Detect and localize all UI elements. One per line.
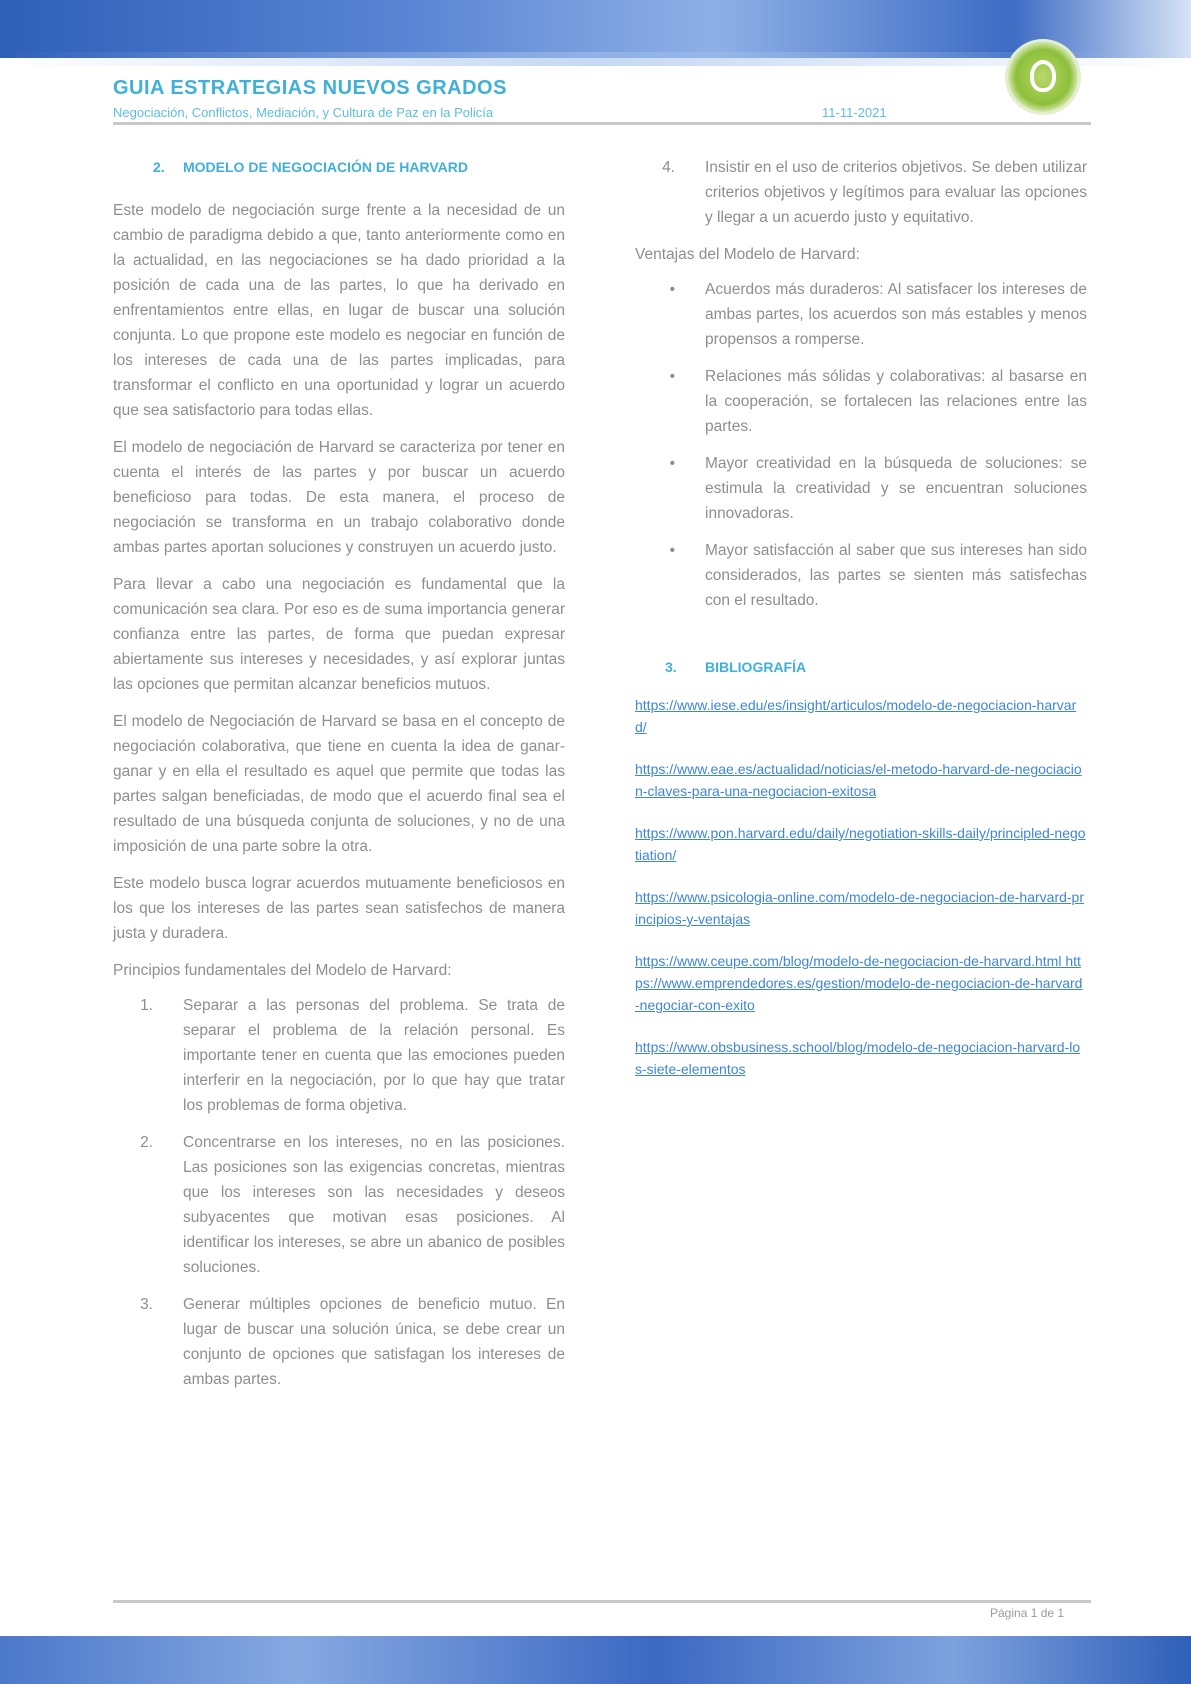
list-item: [635, 538, 1087, 613]
reference-link[interactable]: https://www.ceupe.com/blog/modelo-de-negociacion-de-harvard.html https://www.emprendedores.es/gestion/modelo-de-negociacion-de-harvard-negociar-con-exito: [635, 953, 1083, 1013]
list-item: [635, 364, 1087, 439]
body-paragraph: El modelo de Negociación de Harvard se basa en el concepto de negociación colaborativa, que tiene en cuenta la idea de ganar-ganar y en ella el resultado es aquel que permite que todas las partes salgan beneficiadas, de modo que el acuerdo final sea el resultado de una búsqueda conjunta de soluciones, y no de una imposición de una parte sobre la otra.: [113, 713, 565, 855]
body-paragraph: Este modelo busca lograr acuerdos mutuamente beneficiosos en los que los intereses de las partes sean satisfechos de manera justa y duradera.: [113, 875, 565, 942]
header-divider: [113, 122, 1091, 125]
document-title: GUIA ESTRATEGIAS NUEVOS GRADOS: [113, 77, 507, 99]
body-paragraph: Este modelo de negociación surge frente a la necesidad de un cambio de paradigma debido a que, tanto anteriormente como en la actualidad, en las negociaciones se ha dado prioridad a la posición de cada una de las partes, lo que ha derivado en enfrentamientos entre ellas, en lugar de buscar una solución conjunta. Lo que propone este modelo es negociar en función de los intereses de cada una de las partes implicadas, para transformar el conflicto en una oportunidad y lograr un acuerdo que sea satisfactorio para todas ellas.: [113, 202, 565, 419]
reference-link[interactable]: https://www.psicologia-online.com/modelo-de-negociacion-de-harvard-principios-y-ventajas: [635, 889, 1084, 927]
right-column: [635, 155, 1087, 1100]
footer-divider: [113, 1600, 1091, 1603]
document-date: 11-11-2021: [822, 105, 887, 120]
list-item: [113, 1292, 565, 1392]
section-heading: [153, 155, 565, 180]
references-number: 3.: [665, 659, 677, 675]
list-text: Concentrarse en los intereses, no en las posiciones. Las posiciones son las exigencias concretas, mientras que los intereses son las necesidades y deseos subyacentes que motivan esas posiciones. Al identificar los intereses, se abre un abanico de posibles soluciones.: [183, 1134, 565, 1276]
reference-link[interactable]: https://www.eae.es/actualidad/noticias/el-metodo-harvard-de-negociacion-claves-para-una-negociacion-exitosa: [635, 761, 1082, 799]
document-subtitle: Negociación, Conflictos, Mediación, y Cultura de Paz en la Policía: [113, 105, 494, 120]
principles-list: [113, 993, 565, 1392]
list-text: Acuerdos más duraderos: Al satisfacer los intereses de ambas partes, los acuerdos son más estables y menos propensos a romperse.: [705, 281, 1087, 348]
principles-list-continued: [635, 155, 1087, 230]
list-item: [635, 451, 1087, 526]
body-paragraph: El modelo de negociación de Harvard se caracteriza por tener en cuenta el interés de las partes y por buscar un acuerdo beneficioso para todas. De esta manera, el proceso de negociación se transforma en un trabajo colaborativo donde ambas partes aportan soluciones y construyen un acuerdo justo.: [113, 439, 565, 556]
body-paragraph: Para llevar a cabo una negociación es fundamental que la comunicación sea clara. Por eso es de suma importancia generar confianza entre las partes, de forma que puedan expresar abiertamente sus intereses y necesidades, y así explorar juntas las opciones que permitan alcanzar beneficios mutuos.: [113, 576, 565, 693]
bullet-icon: •: [669, 368, 675, 385]
header-band: [0, 0, 1191, 58]
references-heading: [665, 655, 1087, 680]
bullet-icon: •: [669, 455, 675, 472]
advantages-lead: Ventajas del Modelo de Harvard:: [635, 246, 860, 263]
reference-link[interactable]: https://www.pon.harvard.edu/daily/negotiation-skills-daily/principled-negotiation/: [635, 825, 1086, 863]
list-text: Insistir en el uso de criterios objetivos. Se deben utilizar criterios objetivos y legítimos para evaluar las opciones y llegar a un acuerdo justo y equitativo.: [705, 159, 1087, 226]
reference-link[interactable]: https://www.obsbusiness.school/blog/modelo-de-negociacion-harvard-los-siete-elementos: [635, 1039, 1081, 1077]
section-title: MODELO DE NEGOCIACIÓN DE HARVARD: [183, 159, 468, 175]
bullet-icon: •: [669, 542, 675, 559]
logo-mark-icon: [1030, 60, 1056, 92]
list-text: Mayor satisfacción al saber que sus intereses han sido considerados, las partes se sienten más satisfechas con el resultado.: [705, 542, 1087, 609]
footer-band: [0, 1636, 1191, 1684]
left-column: [113, 155, 565, 1404]
list-number: 1.: [140, 997, 153, 1014]
list-item: [113, 993, 565, 1118]
principles-lead: Principios fundamentales del Modelo de Harvard:: [113, 962, 452, 979]
list-item: [635, 155, 1087, 230]
list-item: [113, 1130, 565, 1280]
list-text: Mayor creatividad en la búsqueda de soluciones: se estimula la creatividad y se encuentran soluciones innovadoras.: [705, 455, 1087, 522]
advantages-list: [635, 277, 1087, 613]
list-item: [635, 277, 1087, 352]
institution-logo: [1008, 42, 1078, 112]
list-text: Relaciones más sólidas y colaborativas: al basarse en la cooperación, se fortalecen las relaciones entre las partes.: [705, 368, 1087, 435]
bullet-icon: •: [669, 281, 675, 298]
page-number: Página 1 de 1: [990, 1606, 1065, 1620]
list-text: Generar múltiples opciones de beneficio mutuo. En lugar de buscar una solución única, se debe crear un conjunto de opciones que satisfagan los intereses de ambas partes.: [183, 1296, 565, 1388]
list-number: 3.: [140, 1296, 153, 1313]
references-title: BIBLIOGRAFÍA: [705, 659, 807, 675]
section-number: 2.: [153, 159, 165, 175]
list-number: 2.: [140, 1134, 153, 1151]
list-number: 4.: [662, 159, 675, 176]
list-text: Separar a las personas del problema. Se trata de separar el problema de la relación personal. Es importante tener en cuenta que las emociones pueden interferir en la negociación, por lo que hay que tratar los problemas de forma objetiva.: [183, 997, 565, 1114]
reference-link[interactable]: https://www.iese.edu/es/insight/articulos/modelo-de-negociacion-harvard/: [635, 697, 1077, 735]
